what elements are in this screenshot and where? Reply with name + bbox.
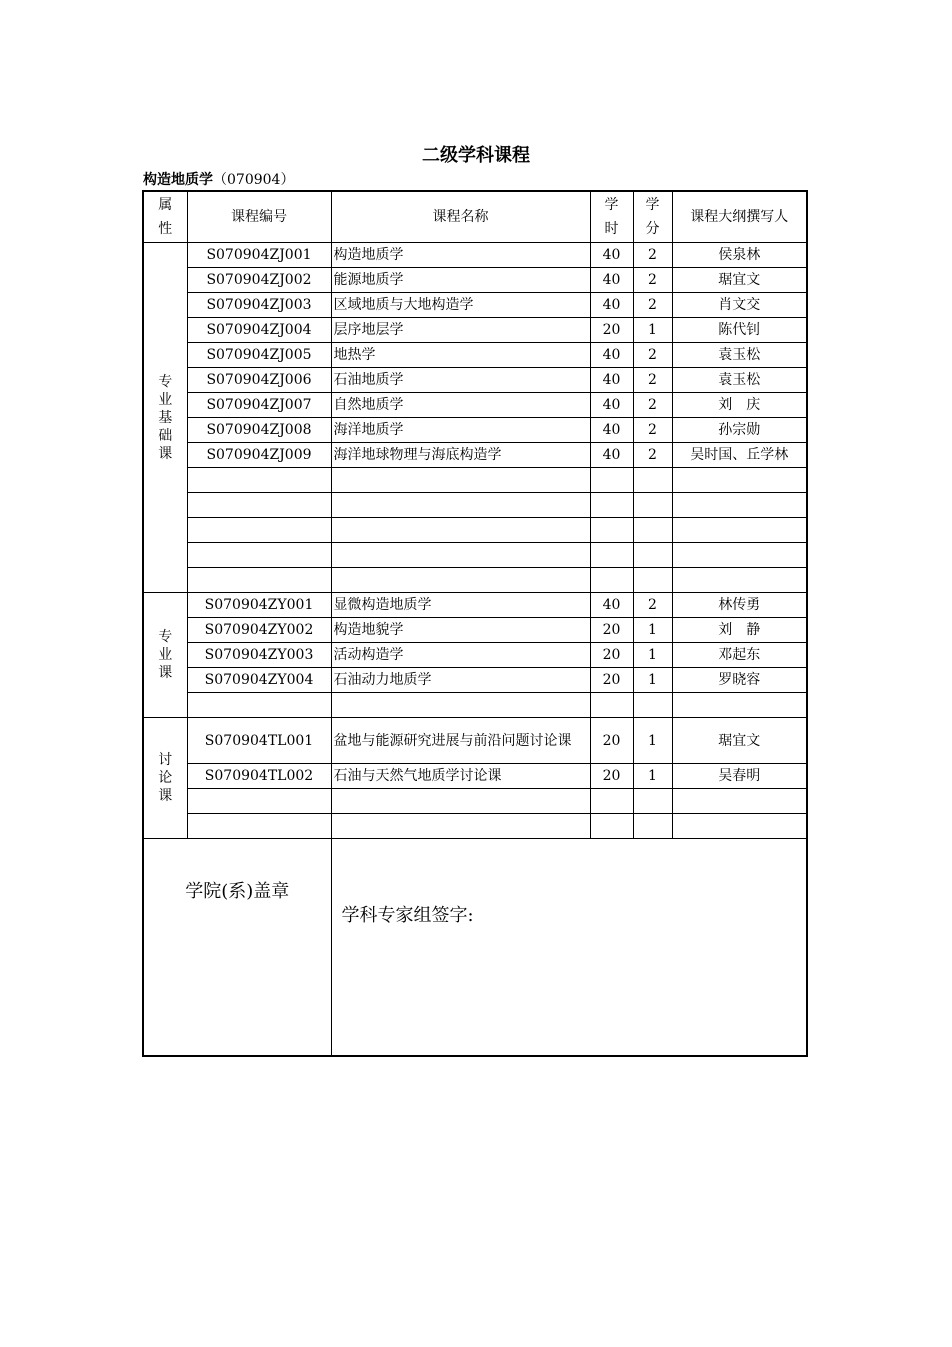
header-name: 课程名称 bbox=[331, 191, 590, 243]
category-cell bbox=[143, 593, 187, 718]
course-name: 石油与天然气地质学讨论课 bbox=[331, 764, 590, 789]
course-hours: 40 bbox=[590, 293, 633, 318]
course-name bbox=[331, 493, 590, 518]
course-author: 孙宗勋 bbox=[672, 418, 807, 443]
course-credits: 1 bbox=[633, 668, 672, 693]
course-credits: 2 bbox=[633, 293, 672, 318]
table-row bbox=[143, 618, 807, 643]
course-name: 石油地质学 bbox=[331, 368, 590, 393]
empty-row bbox=[143, 568, 807, 593]
course-credits bbox=[633, 493, 672, 518]
course-author: 琚宜文 bbox=[672, 268, 807, 293]
course-author: 袁玉松 bbox=[672, 343, 807, 368]
table-row bbox=[143, 268, 807, 293]
course-hours bbox=[590, 518, 633, 543]
course-hours: 20 bbox=[590, 764, 633, 789]
course-author: 吴时国、丘学林 bbox=[672, 443, 807, 468]
header-author: 课程大纲撰写人 bbox=[672, 191, 807, 243]
course-hours bbox=[590, 568, 633, 593]
course-credits bbox=[633, 518, 672, 543]
table-row bbox=[143, 593, 807, 618]
course-author: 侯泉林 bbox=[672, 243, 807, 268]
course-name: 海洋地球物理与海底构造学 bbox=[331, 443, 590, 468]
header-hours bbox=[590, 191, 633, 243]
empty-row bbox=[143, 468, 807, 493]
course-credits bbox=[633, 789, 672, 814]
table-row bbox=[143, 393, 807, 418]
course-hours bbox=[590, 693, 633, 718]
page-title: 二级学科课程 bbox=[422, 145, 530, 166]
course-code bbox=[187, 518, 331, 543]
course-code: S070904ZJ004 bbox=[187, 318, 331, 343]
course-code: S070904ZJ009 bbox=[187, 443, 331, 468]
course-author: 刘 静 bbox=[672, 618, 807, 643]
category-cell bbox=[143, 718, 187, 839]
course-code bbox=[187, 543, 331, 568]
course-credits: 1 bbox=[633, 618, 672, 643]
empty-row bbox=[143, 789, 807, 814]
course-hours: 20 bbox=[590, 643, 633, 668]
course-hours: 20 bbox=[590, 718, 633, 764]
course-hours: 40 bbox=[590, 443, 633, 468]
course-name: 活动构造学 bbox=[331, 643, 590, 668]
course-code bbox=[187, 814, 331, 839]
course-credits: 2 bbox=[633, 243, 672, 268]
category-cell bbox=[143, 243, 187, 593]
course-credits: 1 bbox=[633, 764, 672, 789]
course-name: 能源地质学 bbox=[331, 268, 590, 293]
empty-row bbox=[143, 693, 807, 718]
course-code: S070904ZY003 bbox=[187, 643, 331, 668]
course-author bbox=[672, 693, 807, 718]
course-credits: 2 bbox=[633, 368, 672, 393]
course-author bbox=[672, 468, 807, 493]
course-hours: 40 bbox=[590, 418, 633, 443]
course-name: 显微构造地质学 bbox=[331, 593, 590, 618]
course-author bbox=[672, 493, 807, 518]
course-name: 石油动力地质学 bbox=[331, 668, 590, 693]
header-hours-label: 学 时 bbox=[604, 197, 619, 237]
course-code: S070904ZJ002 bbox=[187, 268, 331, 293]
course-hours: 20 bbox=[590, 618, 633, 643]
course-name: 构造地质学 bbox=[331, 243, 590, 268]
course-hours: 20 bbox=[590, 668, 633, 693]
course-name bbox=[331, 468, 590, 493]
course-name bbox=[331, 789, 590, 814]
course-code bbox=[187, 493, 331, 518]
course-author: 琚宜文 bbox=[672, 718, 807, 764]
course-author bbox=[672, 543, 807, 568]
course-name: 海洋地质学 bbox=[331, 418, 590, 443]
table-row bbox=[143, 368, 807, 393]
course-author bbox=[672, 568, 807, 593]
course-credits: 2 bbox=[633, 418, 672, 443]
course-credits bbox=[633, 543, 672, 568]
course-name bbox=[331, 543, 590, 568]
course-credits: 2 bbox=[633, 593, 672, 618]
sign-cell bbox=[331, 839, 807, 1057]
course-author bbox=[672, 518, 807, 543]
stamp-cell bbox=[143, 839, 331, 1057]
discipline-code: （070904） bbox=[213, 172, 295, 188]
course-hours: 40 bbox=[590, 368, 633, 393]
category-label: 专 业 课 bbox=[158, 629, 173, 681]
course-author: 邓起东 bbox=[672, 643, 807, 668]
expert-signature-label: 学科专家组签字: bbox=[341, 905, 474, 926]
course-author: 吴春明 bbox=[672, 764, 807, 789]
course-credits: 1 bbox=[633, 643, 672, 668]
course-code: S070904ZY004 bbox=[187, 668, 331, 693]
empty-row bbox=[143, 814, 807, 839]
course-hours: 40 bbox=[590, 393, 633, 418]
category-label: 专 业 基 础 课 bbox=[158, 373, 173, 462]
course-author: 肖文交 bbox=[672, 293, 807, 318]
table-row bbox=[143, 343, 807, 368]
course-name: 层序地层学 bbox=[331, 318, 590, 343]
course-code: S070904ZJ005 bbox=[187, 343, 331, 368]
course-hours bbox=[590, 543, 633, 568]
table-row bbox=[143, 243, 807, 268]
signature-row bbox=[143, 839, 807, 1057]
header-code: 课程编号 bbox=[187, 191, 331, 243]
course-credits bbox=[633, 814, 672, 839]
course-table bbox=[142, 190, 808, 1057]
course-author: 刘 庆 bbox=[672, 393, 807, 418]
course-code bbox=[187, 789, 331, 814]
course-credits: 2 bbox=[633, 393, 672, 418]
course-name bbox=[331, 568, 590, 593]
category-label: 讨 论 课 bbox=[158, 752, 173, 804]
course-name: 地热学 bbox=[331, 343, 590, 368]
course-credits: 1 bbox=[633, 318, 672, 343]
course-name bbox=[331, 693, 590, 718]
course-credits: 2 bbox=[633, 343, 672, 368]
course-name bbox=[331, 814, 590, 839]
course-name: 构造地貌学 bbox=[331, 618, 590, 643]
course-hours bbox=[590, 468, 633, 493]
course-credits bbox=[633, 568, 672, 593]
empty-row bbox=[143, 493, 807, 518]
course-code bbox=[187, 568, 331, 593]
course-code: S070904ZJ008 bbox=[187, 418, 331, 443]
course-name bbox=[331, 518, 590, 543]
course-code bbox=[187, 693, 331, 718]
course-credits: 2 bbox=[633, 443, 672, 468]
course-hours bbox=[590, 493, 633, 518]
discipline-heading bbox=[143, 169, 294, 189]
header-row bbox=[143, 191, 807, 243]
course-name: 区域地质与大地构造学 bbox=[331, 293, 590, 318]
discipline-name: 构造地质学 bbox=[143, 172, 213, 188]
course-code: S070904TL001 bbox=[187, 718, 331, 764]
table-row bbox=[143, 418, 807, 443]
course-code: S070904ZJ006 bbox=[187, 368, 331, 393]
course-hours bbox=[590, 789, 633, 814]
course-code: S070904ZJ007 bbox=[187, 393, 331, 418]
college-stamp-label: 学院(系)盖章 bbox=[185, 881, 290, 902]
table-row bbox=[143, 293, 807, 318]
header-credits-label: 学 分 bbox=[645, 197, 660, 237]
empty-row bbox=[143, 518, 807, 543]
course-hours: 20 bbox=[590, 318, 633, 343]
course-author bbox=[672, 814, 807, 839]
header-attr bbox=[143, 191, 187, 243]
course-credits: 2 bbox=[633, 268, 672, 293]
course-author: 林传勇 bbox=[672, 593, 807, 618]
course-code: S070904TL002 bbox=[187, 764, 331, 789]
course-hours bbox=[590, 814, 633, 839]
empty-row bbox=[143, 543, 807, 568]
table-row bbox=[143, 718, 807, 764]
course-author: 袁玉松 bbox=[672, 368, 807, 393]
course-credits bbox=[633, 693, 672, 718]
header-credits bbox=[633, 191, 672, 243]
table-row bbox=[143, 318, 807, 343]
course-code bbox=[187, 468, 331, 493]
table-row bbox=[143, 668, 807, 693]
course-author bbox=[672, 789, 807, 814]
course-hours: 40 bbox=[590, 243, 633, 268]
course-code: S070904ZJ003 bbox=[187, 293, 331, 318]
course-name: 自然地质学 bbox=[331, 393, 590, 418]
table-row bbox=[143, 443, 807, 468]
course-author: 罗晓容 bbox=[672, 668, 807, 693]
course-name: 盆地与能源研究进展与前沿问题讨论课 bbox=[331, 718, 590, 764]
course-credits: 1 bbox=[633, 718, 672, 764]
header-attr-label: 属 性 bbox=[158, 197, 173, 237]
course-author: 陈代钊 bbox=[672, 318, 807, 343]
table-row bbox=[143, 764, 807, 789]
course-hours: 40 bbox=[590, 343, 633, 368]
course-hours: 40 bbox=[590, 593, 633, 618]
course-credits bbox=[633, 468, 672, 493]
course-code: S070904ZY001 bbox=[187, 593, 331, 618]
course-code: S070904ZY002 bbox=[187, 618, 331, 643]
course-hours: 40 bbox=[590, 268, 633, 293]
course-code: S070904ZJ001 bbox=[187, 243, 331, 268]
table-row bbox=[143, 643, 807, 668]
